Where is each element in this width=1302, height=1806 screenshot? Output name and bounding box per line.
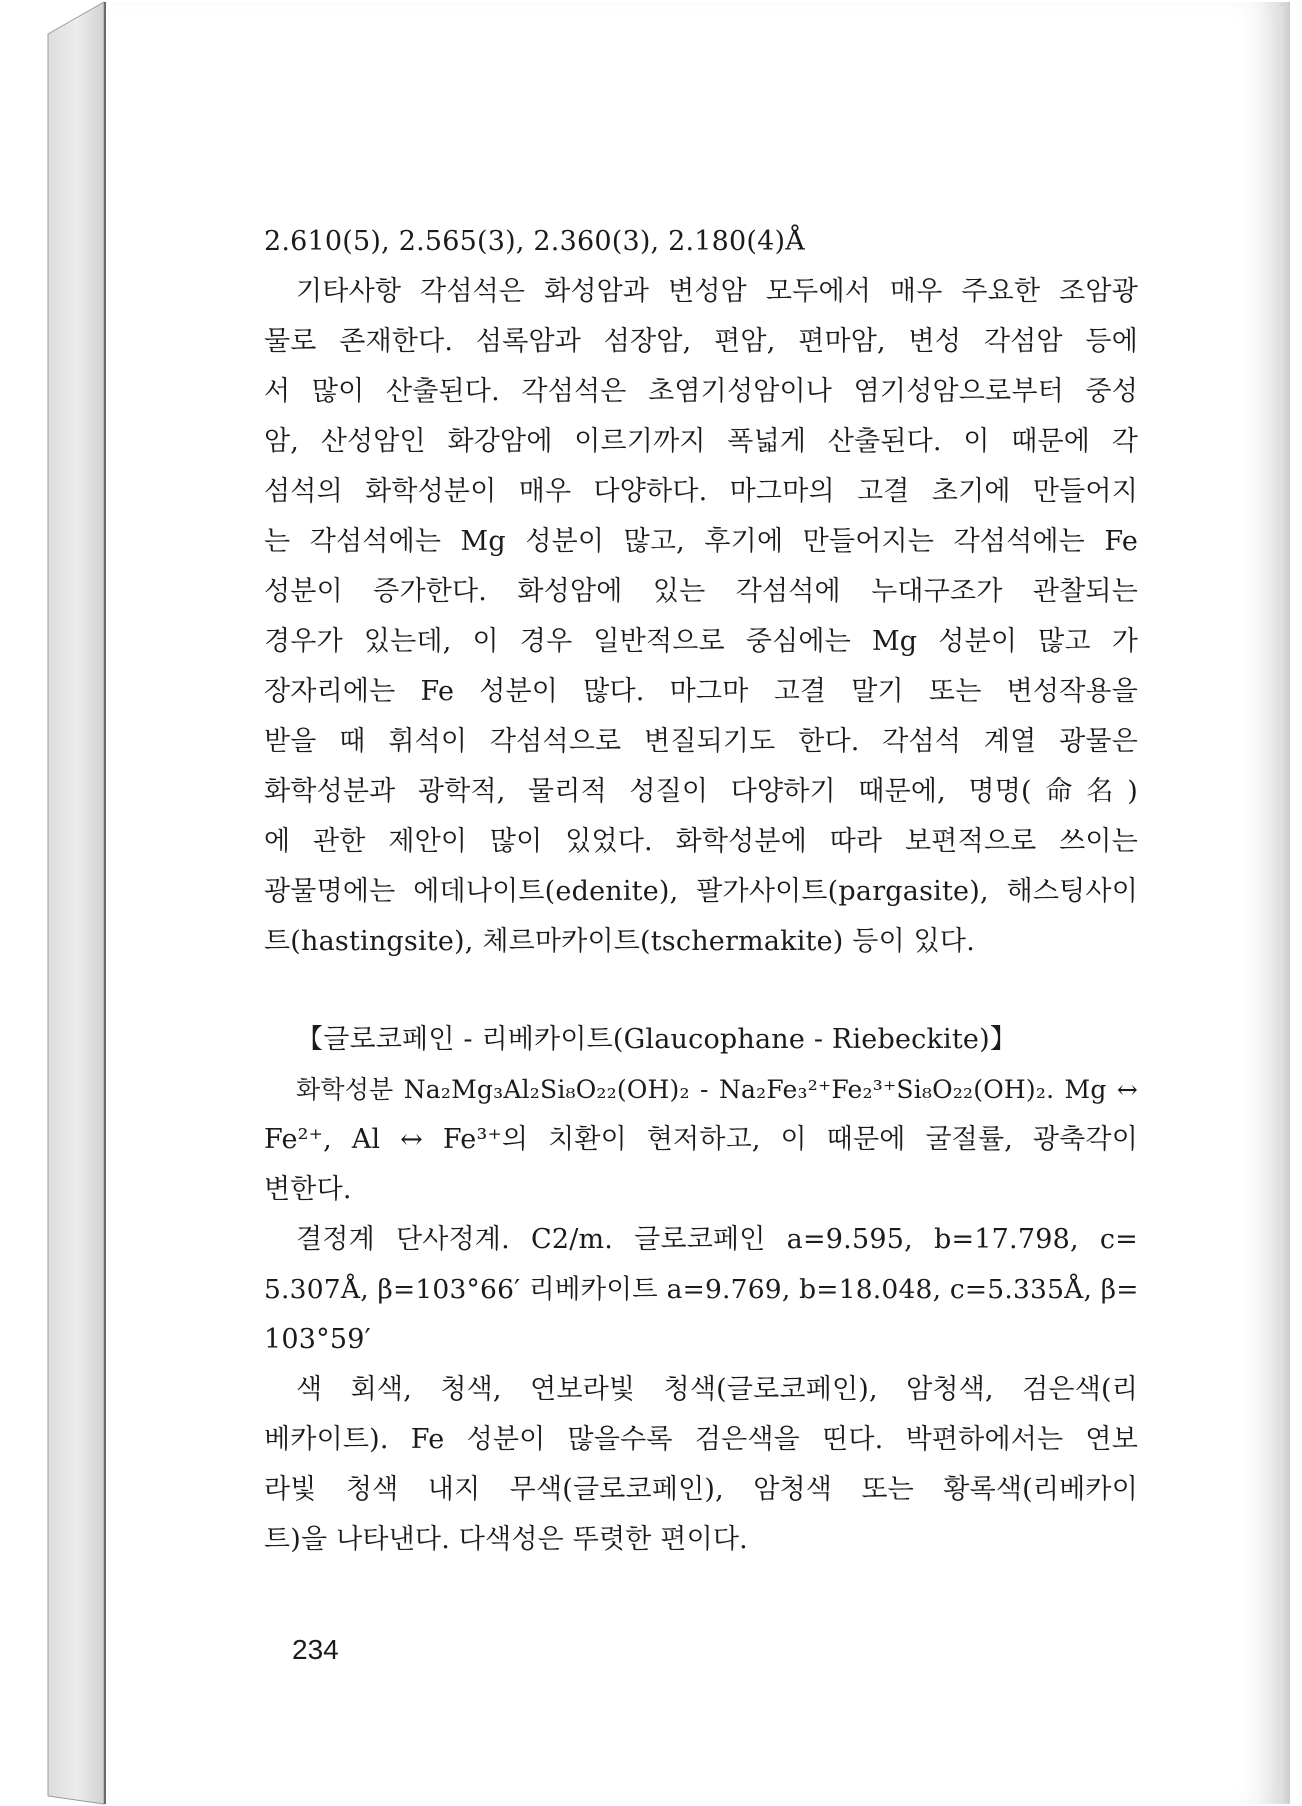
text-line-14: 광물명에는 에데나이트(edenite), 팔가사이트(pargasite), 해스팅사이 bbox=[264, 876, 1138, 907]
section-heading: 【글로코페인 - 리베카이트(Glaucophane - Riebeckite)】 bbox=[296, 1024, 1018, 1055]
text-line-4: 서 많이 산출된다. 각섬석은 초염기성암이나 염기성암으로부터 중성 bbox=[264, 376, 1138, 407]
text-line-6: 섬석의 화학성분이 매우 다양하다. 마그마의 고결 초기에 만들어지 bbox=[264, 476, 1138, 507]
text-line-21: 5.307Å, β=103°66′ 리베카이트 a=9.769, b=18.048, c=5.335Å, β= bbox=[264, 1274, 1139, 1305]
text-line-3: 물로 존재한다. 섬록암과 섬장암, 편암, 편마암, 변성 각섬암 등에 bbox=[264, 326, 1138, 357]
text-line-2: 기타사항 각섬석은 화성암과 변성암 모두에서 매우 주요한 조암광 bbox=[296, 276, 1138, 307]
text-line-20: 결정계 단사정계. C2/m. 글로코페인 a=9.595, b=17.798, c= bbox=[296, 1224, 1138, 1255]
text-line-19: 변한다. bbox=[264, 1174, 352, 1205]
text-line-17: 화학성분 Na₂Mg₃Al₂Si₈O₂₂(OH)₂ - Na₂Fe₃²⁺Fe₂³⁺Si₈O₂₂(OH)₂. Mg ↔ bbox=[296, 1075, 1138, 1104]
text-line-18: Fe²⁺, Al ↔ Fe³⁺의 치환이 현저하고, 이 때문에 굴절률, 광축각이 bbox=[264, 1124, 1138, 1155]
text-line-10: 장자리에는 Fe 성분이 많다. 마그마 고결 말기 또는 변성작용을 bbox=[264, 676, 1138, 707]
text-line-22: 103°59′ bbox=[264, 1324, 371, 1355]
text-line-13: 에 관한 제안이 많이 있었다. 화학성분에 따라 보편적으로 쓰이는 bbox=[264, 826, 1138, 857]
text-line-25: 라빛 청색 내지 무색(글로코페인), 암청색 또는 황록색(리베카이 bbox=[264, 1474, 1138, 1505]
text-line-26: 트)을 나타낸다. 다색성은 뚜렷한 편이다. bbox=[264, 1524, 748, 1555]
text-line-7: 는 각섬석에는 Mg 성분이 많고, 후기에 만들어지는 각섬석에는 Fe bbox=[264, 526, 1138, 557]
text-line-15: 트(hastingsite), 체르마카이트(tschermakite) 등이 있다. bbox=[264, 926, 975, 957]
page-number: 234 bbox=[292, 1634, 339, 1665]
text-line-1: 2.610(5), 2.565(3), 2.360(3), 2.180(4)Å bbox=[264, 226, 805, 257]
text-line-24: 베카이트). Fe 성분이 많을수록 검은색을 띤다. 박편하에서는 연보 bbox=[264, 1424, 1138, 1455]
text-line-8: 성분이 증가한다. 화성암에 있는 각섬석에 누대구조가 관찰되는 bbox=[264, 576, 1138, 607]
text-line-9: 경우가 있는데, 이 경우 일반적으로 중심에는 Mg 성분이 많고 가 bbox=[264, 626, 1138, 657]
text-line-5: 암, 산성암인 화강암에 이르기까지 폭넓게 산출된다. 이 때문에 각 bbox=[264, 426, 1138, 457]
text-line-23: 색 회색, 청색, 연보라빛 청색(글로코페인), 암청색, 검은색(리 bbox=[296, 1374, 1138, 1405]
text-line-11: 받을 때 휘석이 각섬석으로 변질되기도 한다. 각섬석 계열 광물은 bbox=[264, 726, 1138, 757]
text-line-12: 화학성분과 광학적, 물리적 성질이 다양하기 때문에, 명명(命名) bbox=[264, 776, 1138, 807]
